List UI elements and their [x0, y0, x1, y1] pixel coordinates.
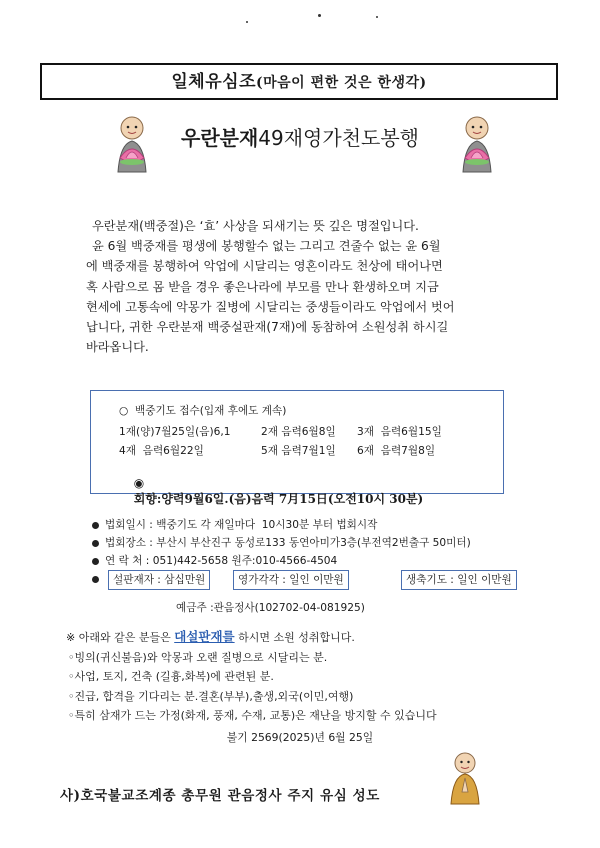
- note-item: ◦특히 삼재가 드는 가정(화재, 풍재, 수재, 교통)은 재난을 방지할 수 있습니다: [68, 709, 437, 723]
- info-time: [92, 517, 377, 532]
- notes-section: [66, 627, 437, 726]
- bullet-dot-icon: [92, 540, 99, 547]
- schedule-item: 3재 음력6월15일: [357, 426, 442, 438]
- schedule-item: 4재 음력6월22일: [119, 445, 204, 457]
- notes-link[interactable]: 대설판재를: [174, 629, 235, 644]
- bullet-dot-icon: [92, 558, 99, 565]
- header-title-box: [40, 63, 558, 100]
- info-contact-text: 연 락 처 : 051)442-5658 원주:010-4566-4504: [105, 555, 338, 567]
- notes-intro-suffix: 하시면 소원 성취합니다.: [234, 631, 355, 644]
- intro-line: 바라옵니다.: [86, 340, 149, 355]
- note-item: ◦사업, 토지, 건축 (길흉,화복)에 관련된 분.: [68, 670, 274, 684]
- note-item: ◦진급, 합격을 기다리는 분.결혼(부부),출생,외국(이민,여행): [68, 689, 354, 703]
- title-rest: 49재영가천도봉행: [258, 126, 419, 150]
- scan-speck: [246, 21, 248, 23]
- scan-speck: [318, 14, 321, 17]
- notes-intro-prefix: ※ 아래와 같은 분들은: [66, 631, 175, 644]
- title-bold: 우란분재: [181, 126, 259, 150]
- schedule-heading: ○ 백중기도 접수(입재 후에도 계속): [119, 405, 287, 417]
- page-title: [0, 122, 600, 151]
- final-mark: ◉: [133, 476, 145, 490]
- fee-box: 설판재자 : 삼십만원: [108, 570, 210, 590]
- schedule-item: 6재 음력7월8일: [357, 445, 436, 457]
- info-place-text: 법회장소 : 부산시 부산진구 동성로133 동연아미가3층(부전역2번출구 50미터): [105, 537, 471, 549]
- info-contact: [92, 553, 337, 568]
- notes-intro: [66, 627, 437, 648]
- final-date: 회향:양력9월6일.(음)음력 7月15日(오전10시 30분): [133, 492, 424, 506]
- schedule-box: [90, 390, 504, 506]
- info-time-text: 법회일시 : 백중기도 각 재일마다 10시30분 부터 법회시작: [105, 519, 378, 531]
- header-main: 일체유심조: [171, 72, 256, 92]
- fee-box: 생축기도 : 일인 이만원: [401, 570, 517, 590]
- bullet-dot-icon: [92, 576, 99, 583]
- fee-box: 영가각각 : 일인 이만원: [233, 570, 349, 590]
- schedule-item: 2재 음력6월8일: [261, 426, 336, 438]
- header-paren: (마음이 편한 것은 한생각): [256, 75, 427, 91]
- scan-speck: [376, 16, 378, 18]
- document-date: 불기 2569(2025)년 6월 25일: [226, 731, 374, 744]
- intro-line: 현세에 고통속에 악몽가 질병에 시달리는 중생들이라도 악업에서 벗어: [86, 299, 455, 314]
- note-item: ◦빙의(귀신불음)와 악몽과 오랜 질병으로 시달리는 분.: [68, 650, 328, 664]
- schedule-item: 1재(양)7월25일(음)6,1: [119, 426, 231, 438]
- intro-line: 윤 6월 백중재를 평생에 봉행할수 없는 그리고 견줄수 없는 윤 6월: [92, 239, 441, 254]
- intro-paragraph: [86, 216, 526, 357]
- schedule-item: 5재 음력7월1일: [261, 445, 336, 457]
- intro-line: 납니다, 귀한 우란분재 백중설판재(7재)에 동참하여 소원성취 하시길: [86, 320, 449, 335]
- account-info: 예금주 :관음정사(102702-04-081925): [176, 602, 365, 614]
- intro-line: 에 백중재를 봉행하여 악업에 시달리는 영혼이라도 천상에 태어나면: [86, 259, 443, 274]
- info-place: [92, 535, 471, 550]
- monk-praying-icon: [445, 750, 485, 806]
- bullet-dot-icon: [92, 522, 99, 529]
- footer-signature: 사)호국불교조계종 총무원 관음정사 주지 유심 성도: [60, 788, 380, 804]
- intro-line: 혹 사람으로 몸 받을 경우 좋은나라에 부모를 만나 환생하오며 지금: [86, 279, 439, 294]
- intro-line: 우란분재(백중절)은 ‘효’ 사상을 되새기는 뜻 깊은 명절입니다.: [92, 219, 419, 233]
